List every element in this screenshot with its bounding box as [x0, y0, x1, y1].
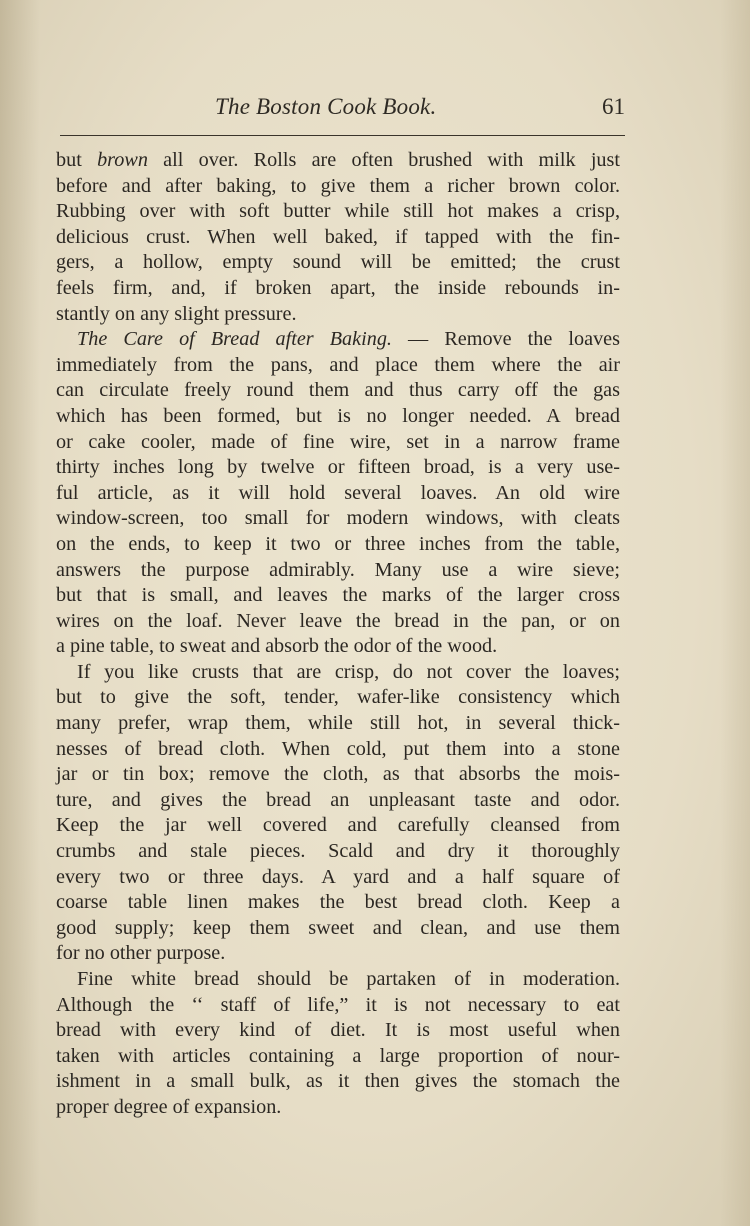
text-line: immediately from the pans, and place them where the air [56, 353, 620, 376]
text-line: ishment in a small bulk, as it then gives the stomach the [56, 1070, 620, 1093]
text-line: wires on the loaf. Never leave the bread in the pan, or on [56, 609, 620, 632]
text-line: but brown all over. Rolls are often brushed with milk just [56, 149, 620, 171]
paragraph [56, 967, 620, 1121]
text-line: Fine white bread should be partaken of in moderation. [77, 968, 620, 990]
text-line: coarse table linen makes the best bread cloth. Keep a [56, 891, 620, 914]
page-header [60, 94, 625, 134]
text-line: good supply; keep them sweet and clean, and use them [56, 916, 620, 939]
text-line: which has been formed, but is no longer needed. A bread [56, 404, 620, 427]
text-line: thirty inches long by twelve or fifteen broad, is a very use- [56, 456, 620, 479]
text-line: jar or tin box; remove the cloth, as that absorbs the mois- [56, 763, 620, 786]
text-line: crumbs and stale pieces. Scald and dry it thoroughly [56, 840, 620, 863]
text-line: gers, a hollow, empty sound will be emitted; the crust [56, 251, 620, 274]
italic-text: The Care of Bread after Baking. [77, 328, 392, 351]
text-line: but to give the soft, tender, wafer-like consistency which [56, 686, 620, 709]
text-line: The Care of Bread after Baking. — Remove the loaves [77, 328, 620, 351]
text-line: feels firm, and, if broken apart, the inside rebounds in- [56, 276, 620, 299]
text-line: nesses of bread cloth. When cold, put them into a stone [56, 737, 620, 760]
text-line: on the ends, to keep it two or three inches from the table, [56, 532, 620, 555]
text-line: taken with articles containing a large proportion of nour- [56, 1044, 620, 1067]
text-line: many prefer, wrap them, while still hot, in several thick- [56, 712, 620, 735]
running-title: The Boston Cook Book. [215, 94, 437, 119]
italic-text: brown [97, 149, 148, 171]
text-line: ture, and gives the bread an unpleasant taste and odor. [56, 788, 620, 811]
paragraph [56, 327, 620, 660]
text-line: stantly on any slight pressure. [56, 302, 297, 325]
text-line: answers the purpose admirably. Many use a wire sieve; [56, 558, 620, 581]
text-line: Keep the jar well covered and carefully cleansed from [56, 814, 620, 837]
text-line: bread with every kind of diet. It is most useful when [56, 1019, 620, 1042]
text-line: delicious crust. When well baked, if tapped with the fin- [56, 225, 620, 248]
paragraph [56, 148, 620, 327]
text-line: every two or three days. A yard and a half square of [56, 865, 620, 888]
text-line: can circulate freely round them and thus carry off the gas [56, 379, 620, 402]
paragraph [56, 660, 620, 967]
text-line: window-screen, too small for modern windows, with cleats [56, 507, 620, 530]
text-line: Rubbing over with soft butter while still hot makes a crisp, [56, 200, 620, 223]
header-rule [60, 135, 625, 136]
body-text [56, 148, 620, 1121]
text-line: ful article, as it will hold several loaves. An old wire [56, 481, 620, 504]
text-line: for no other purpose. [56, 942, 226, 965]
text-line: Although the ‘‘ staff of life,” it is not necessary to eat [56, 993, 620, 1016]
text-line: If you like crusts that are crisp, do not cover the loaves; [77, 660, 620, 683]
text-line: a pine table, to sweat and absorb the odor of the wood. [56, 635, 498, 658]
text-line: before and after baking, to give them a richer brown color. [56, 174, 620, 197]
text-line: proper degree of expansion. [56, 1095, 282, 1118]
text-line: or cake cooler, made of fine wire, set in a narrow frame [56, 430, 620, 453]
text-line: but that is small, and leaves the marks of the larger cross [56, 584, 620, 607]
page-number: 61 [602, 94, 625, 119]
